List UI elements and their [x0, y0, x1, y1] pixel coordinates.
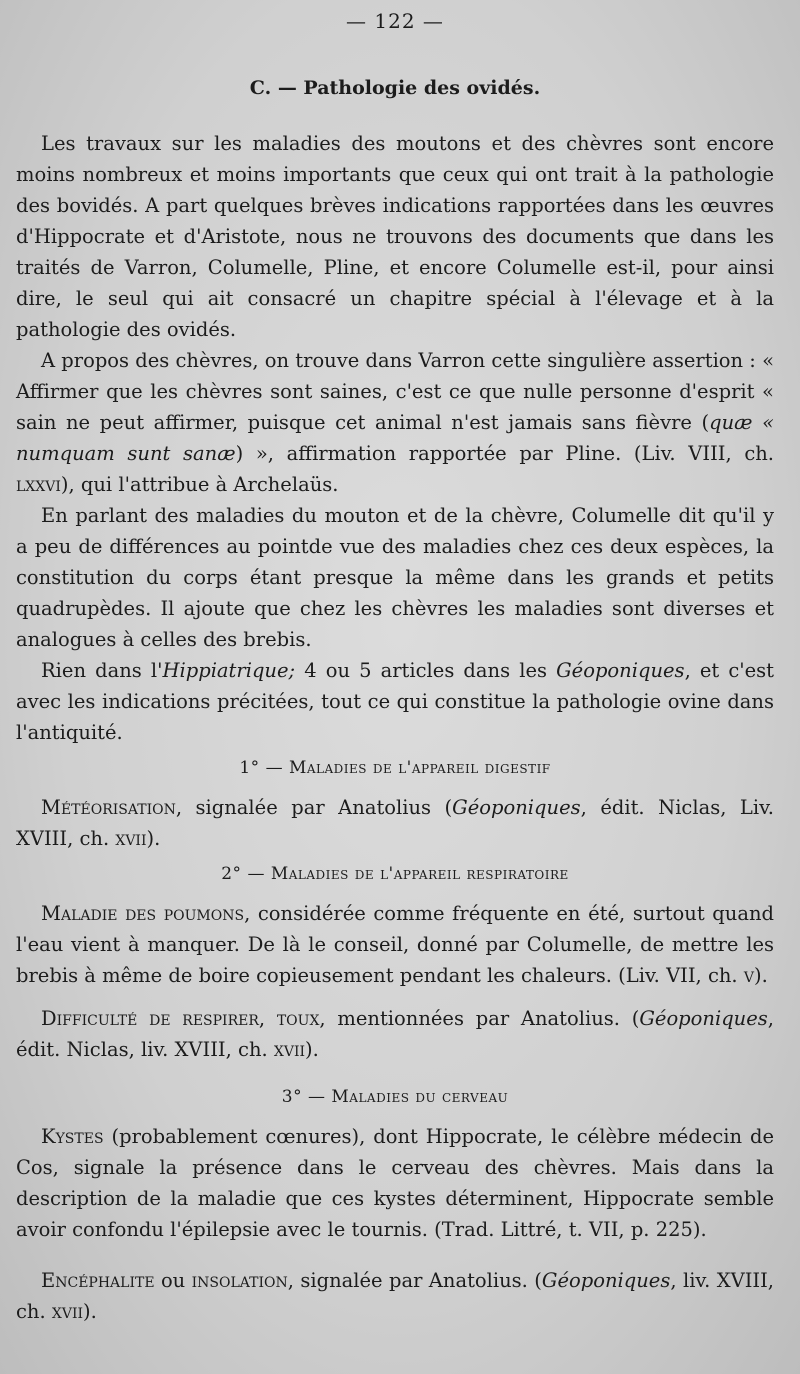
text-run: , signalée par Anatolius (: [175, 796, 453, 819]
subheading-cerveau: 3° — Maladies du cerveau: [281, 1087, 509, 1107]
text-run: , signalée par Anatolius. (: [287, 1269, 542, 1292]
text-run: ).: [83, 1300, 97, 1323]
work-title: Géoponiques: [639, 1007, 768, 1030]
paragraph-hippiatrique: [16, 655, 774, 748]
work-title: Hippiatrique;: [162, 659, 296, 682]
work-title: Géoponiques: [541, 1269, 671, 1292]
disease-term: Météorisation: [41, 796, 176, 819]
text-run: 4 ou 5 articles dans les: [295, 659, 557, 682]
text-run: Rien dans l': [41, 659, 163, 682]
chapter-ref: xvii: [273, 1038, 306, 1061]
text-run: , considérée comme fréquente en été, surtout quand l'eau vient à manquer. De là le conseil, donné par Columelle, de mettre les brebis à même de boire copieusement pendant les chaleurs. (Liv. VII, ch.: [16, 902, 774, 987]
paragraph-meteorisation: [16, 792, 774, 854]
paragraph-intro: Les travaux sur les maladies des moutons et des chèvres sont encore moins nombreux et moins importants que ceux qui ont trait à la pathologie des bovidés. A part quelques brèves indications rapportées dans les œuvres d'Hippocrate et d'Aristote, nous ne trouvons des documents que dans les traités de Varron, Columelle, Pline, et encore Columelle est-il, pour ainsi dire, le seul qui ait consacré un chapitre spécial à l'élevage et à la pathologie des ovidés.: [16, 132, 774, 341]
text-run: ).: [305, 1038, 319, 1061]
text-run: , édit. Niclas, liv. XVIII, ch.: [16, 1007, 774, 1061]
section-title: C. — Pathologie des ovidés.: [249, 77, 541, 99]
text-run: ), qui l'attribue à Archelaüs.: [60, 473, 339, 496]
text-run: ou: [154, 1269, 192, 1292]
text-run: ).: [753, 964, 768, 987]
disease-term: Difficulté de respirer, toux: [41, 1007, 320, 1030]
paragraph-encephalite: [16, 1265, 774, 1327]
disease-term: insolation: [191, 1269, 288, 1292]
text-run: ) », affirmation rapportée par Pline. (Liv. VIII, ch.: [235, 442, 774, 465]
chapter-ref: xvii: [51, 1300, 84, 1323]
paragraph-poumons: [16, 898, 774, 991]
latin-quote: quæ « numquam sunt sanæ: [16, 411, 775, 465]
text-run: (probablement cœnures), dont Hippocrate, le célèbre médecin de Cos, signale la présence dans le cerveau des chèvres. Mais dans la description de la maladie que ces kystes déterminent, Hippocrate semble avoir confondu l'épilepsie avec le tournis. (Trad. Littré, t. VII, p. 225).: [16, 1125, 774, 1241]
chapter-ref: xvii: [115, 827, 147, 850]
paragraph-columelle: En parlant des maladies du mouton et de la chèvre, Columelle dit qu'il y a peu de différences au pointde vue des maladies chez ces deux espèces, la constitution du corps étant presque la même dans les grands et petits quadrupèdes. Il ajoute que chez les chèvres les maladies sont diverses et analogues à celles des brebis.: [16, 504, 774, 651]
chapter-ref: v: [743, 964, 754, 987]
text-run: , édit. Niclas, Liv. XVIII, ch.: [16, 796, 775, 850]
text-run: , mentionnées par Anatolius. (: [319, 1007, 640, 1030]
subheading-respiratoire: 2° — Maladies de l'appareil respiratoire: [221, 864, 569, 884]
text-run: ).: [146, 827, 161, 850]
disease-term: Maladie des poumons: [41, 902, 245, 925]
text-run: , liv. XVIII, ch.: [16, 1269, 774, 1323]
chapter-ref: lxxvi: [16, 473, 61, 496]
paragraph-varron: [16, 345, 774, 500]
disease-term: Encéphalite: [41, 1269, 155, 1292]
work-title: Géoponiques: [556, 659, 685, 682]
paragraph-respirer: [16, 1003, 774, 1065]
page-number: — 122 —: [346, 9, 444, 33]
work-title: Géoponiques: [452, 796, 581, 819]
disease-term: Kystes: [41, 1125, 104, 1148]
subheading-digestif: 1° — Maladies de l'appareil digestif: [239, 758, 551, 778]
text-run: , et c'est avec les indications précitées, tout ce qui constitue la pathologie ovine dans l'antiquité.: [16, 659, 774, 744]
paragraph-kystes: [16, 1121, 774, 1245]
text-run: A propos des chèvres, on trouve dans Varron cette singulière assertion : « Affirmer que les chèvres sont saines, c'est ce que nulle personne d'esprit « sain ne peut affirmer, puisque cet animal n'est jamais sans fièvre (: [16, 349, 774, 434]
